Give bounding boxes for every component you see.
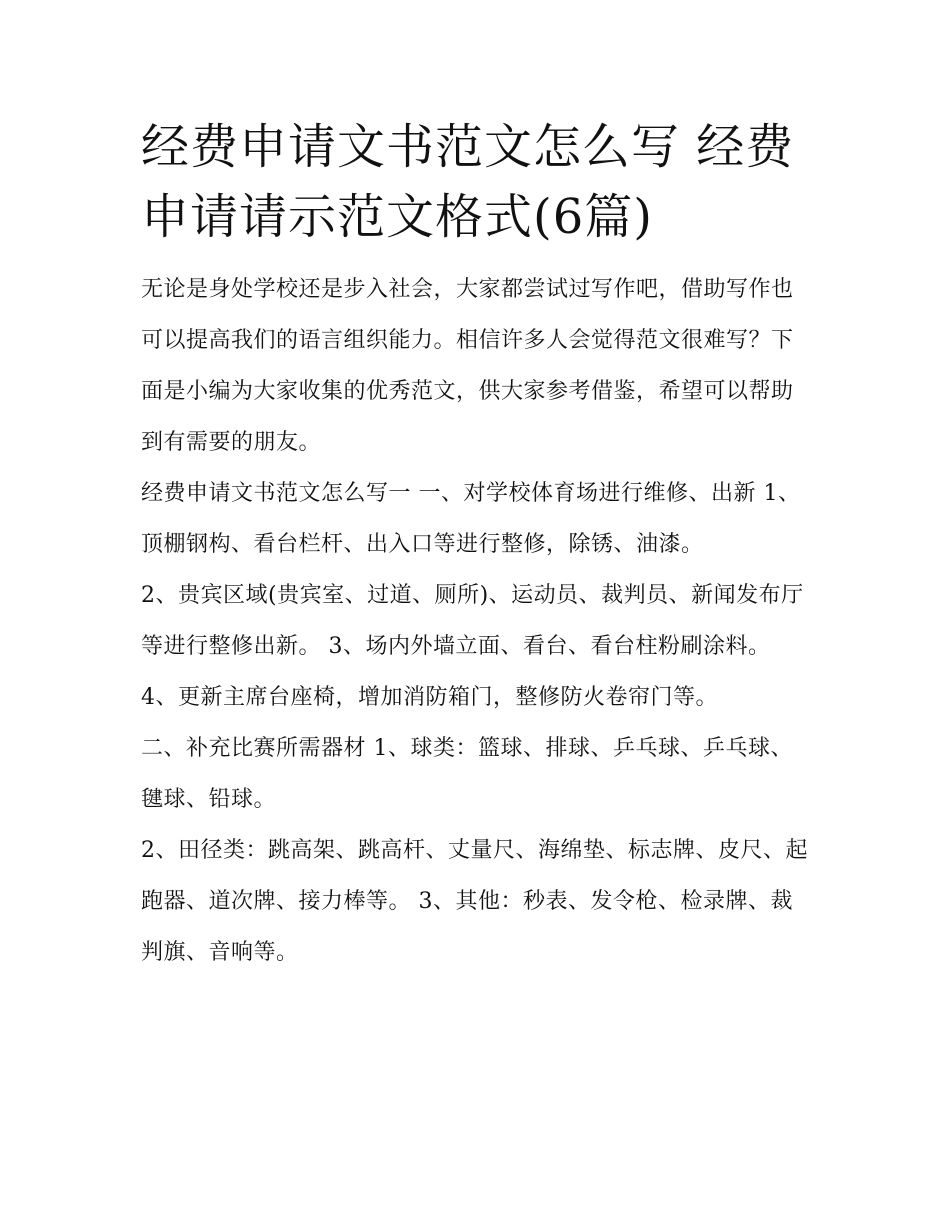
track-items-paragraph: 2、田径类：跳高架、跳高杆、丈量尺、海绵垫、标志牌、皮尺、起跑器、道次牌、接力棒等。 3、其他：秒表、发令枪、检录牌、裁判旗、音响等。 (141, 838, 808, 965)
section-two-paragraph: 二、补充比赛所需器材 1、球类：篮球、排球、乒乓球、乒乓球、毽球、铅球。 (141, 736, 793, 812)
item-four-paragraph: 4、更新主席台座椅，增加消防箱门，整修防火卷帘门等。 (141, 685, 718, 710)
item-two-paragraph: 2、贵宾区域(贵宾室、过道、厕所)、运动员、裁判员、新闻发布厅等进行整修出新。 3、场内外墙立面、看台、看台柱粉刷涂料。 (141, 583, 804, 659)
document-page (141, 112, 811, 978)
document-title: 经费申请文书范文怎么写 经费申请请示范文格式(6篇) (141, 119, 795, 245)
intro-paragraph: 无论是身处学校还是步入社会，大家都尝试过写作吧，借助写作也可以提高我们的语言组织能力。相信许多人会觉得范文很难写？下面是小编为大家收集的优秀范文，供大家参考借鉴，希望可以帮助到有需要的朋友。 (141, 277, 794, 455)
section-one-paragraph: 经费申请文书范文怎么写一 一、对学校体育场进行维修、出新 1、顶棚钢构、看台栏杆、出入口等进行整修，除锈、油漆。 (141, 481, 801, 557)
